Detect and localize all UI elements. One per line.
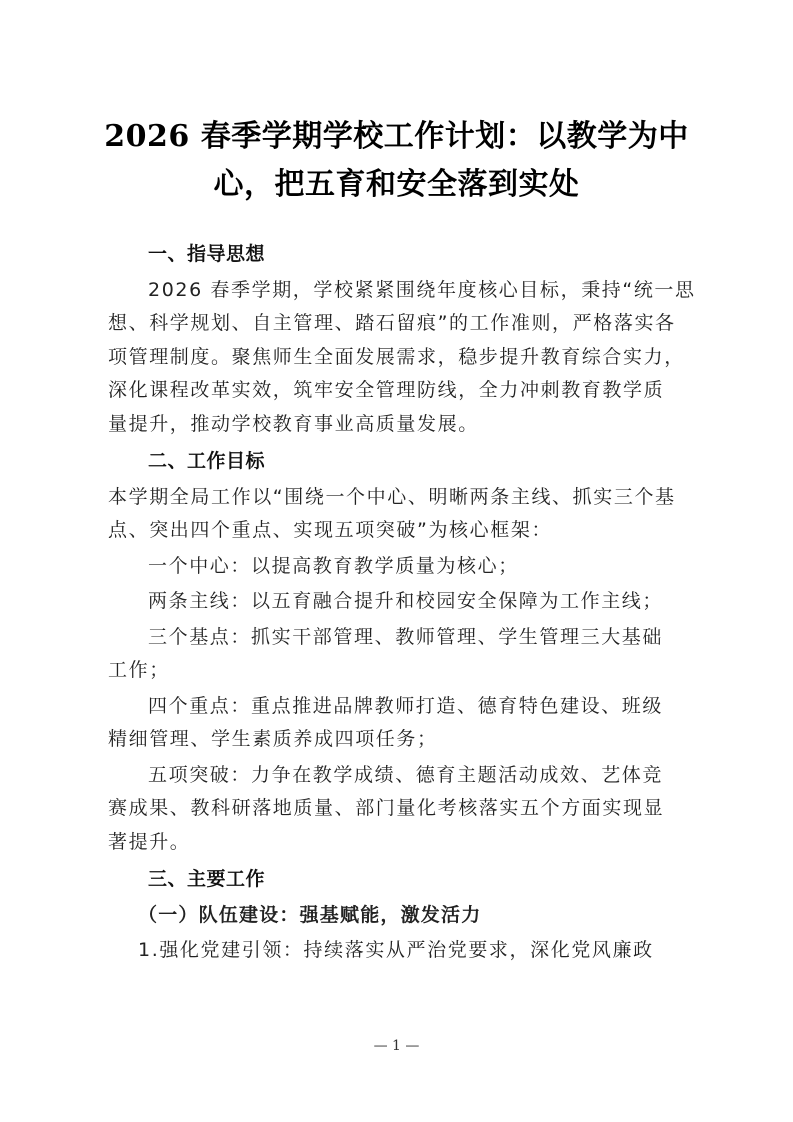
goal-item-five-breakthroughs-cont: 赛成果、教科研落地质量、部门量化考核落实五个方面实现显 (108, 797, 665, 819)
section-heading-main-work: 三、主要工作 (148, 868, 266, 890)
paragraph-line: 深化课程改革实效，筑牢安全管理防线，全力冲刺教育教学质 (108, 379, 665, 401)
goal-item-three-basepoints: 三个基点：抓实干部管理、教师管理、学生管理三大基础 (148, 625, 664, 648)
section-heading-guiding-ideology: 一、指导思想 (148, 243, 266, 265)
section-heading-work-goals: 二、工作目标 (148, 450, 266, 472)
goal-item-five-breakthroughs-cont: 著提升。 (108, 830, 191, 853)
goal-item-one-center: 一个中心：以提高教育教学质量为核心； (148, 554, 519, 577)
goal-item-four-focuses: 四个重点：重点推进品牌教师打造、德育特色建设、班级 (148, 694, 664, 717)
paragraph-line: 项管理制度。聚焦师生全面发展需求，稳步提升教育综合实力， (108, 345, 685, 368)
paragraph-line: 量提升，推动学校教育事业高质量发展。 (108, 412, 479, 435)
document-body (108, 238, 696, 968)
paragraph-line: 点、突出四个重点、实现五项突破”为核心框架： (108, 519, 553, 541)
title-line-2: 心，把五育和安全落到实处 (213, 167, 580, 202)
goal-item-five-breakthroughs: 五项突破：力争在教学成绩、德育主题活动成效、艺体竞 (148, 763, 664, 786)
paragraph-line: 2026 春季学期，学校紧紧围绕年度核心目标，秉持“统一思 (148, 278, 696, 301)
paragraph-line: 想、科学规划、自主管理、踏石留痕”的工作准则，严格落实各 (108, 312, 676, 334)
paragraph-line: 本学期全局工作以“围绕一个中心、明晰两条主线、抓实三个基 (108, 485, 676, 508)
subsection-heading-team-building: （一）队伍建设：强基赋能，激发活力 (138, 903, 482, 926)
goal-item-two-mainlines: 两条主线：以五育融合提升和校园安全保障为工作主线； (148, 590, 664, 612)
goal-item-three-basepoints-cont: 工作； (108, 659, 170, 681)
goal-item-four-focuses-cont: 精细管理、学生素质养成四项任务； (108, 728, 438, 750)
title-line-1: 2026 春季学期学校工作计划：以教学为中 (104, 119, 689, 154)
paragraph-line: 1.强化党建引领：持续落实从严治党要求，深化党风廉政 (138, 939, 654, 961)
document-title (100, 113, 693, 209)
page-number: — 1 — (373, 1038, 420, 1054)
